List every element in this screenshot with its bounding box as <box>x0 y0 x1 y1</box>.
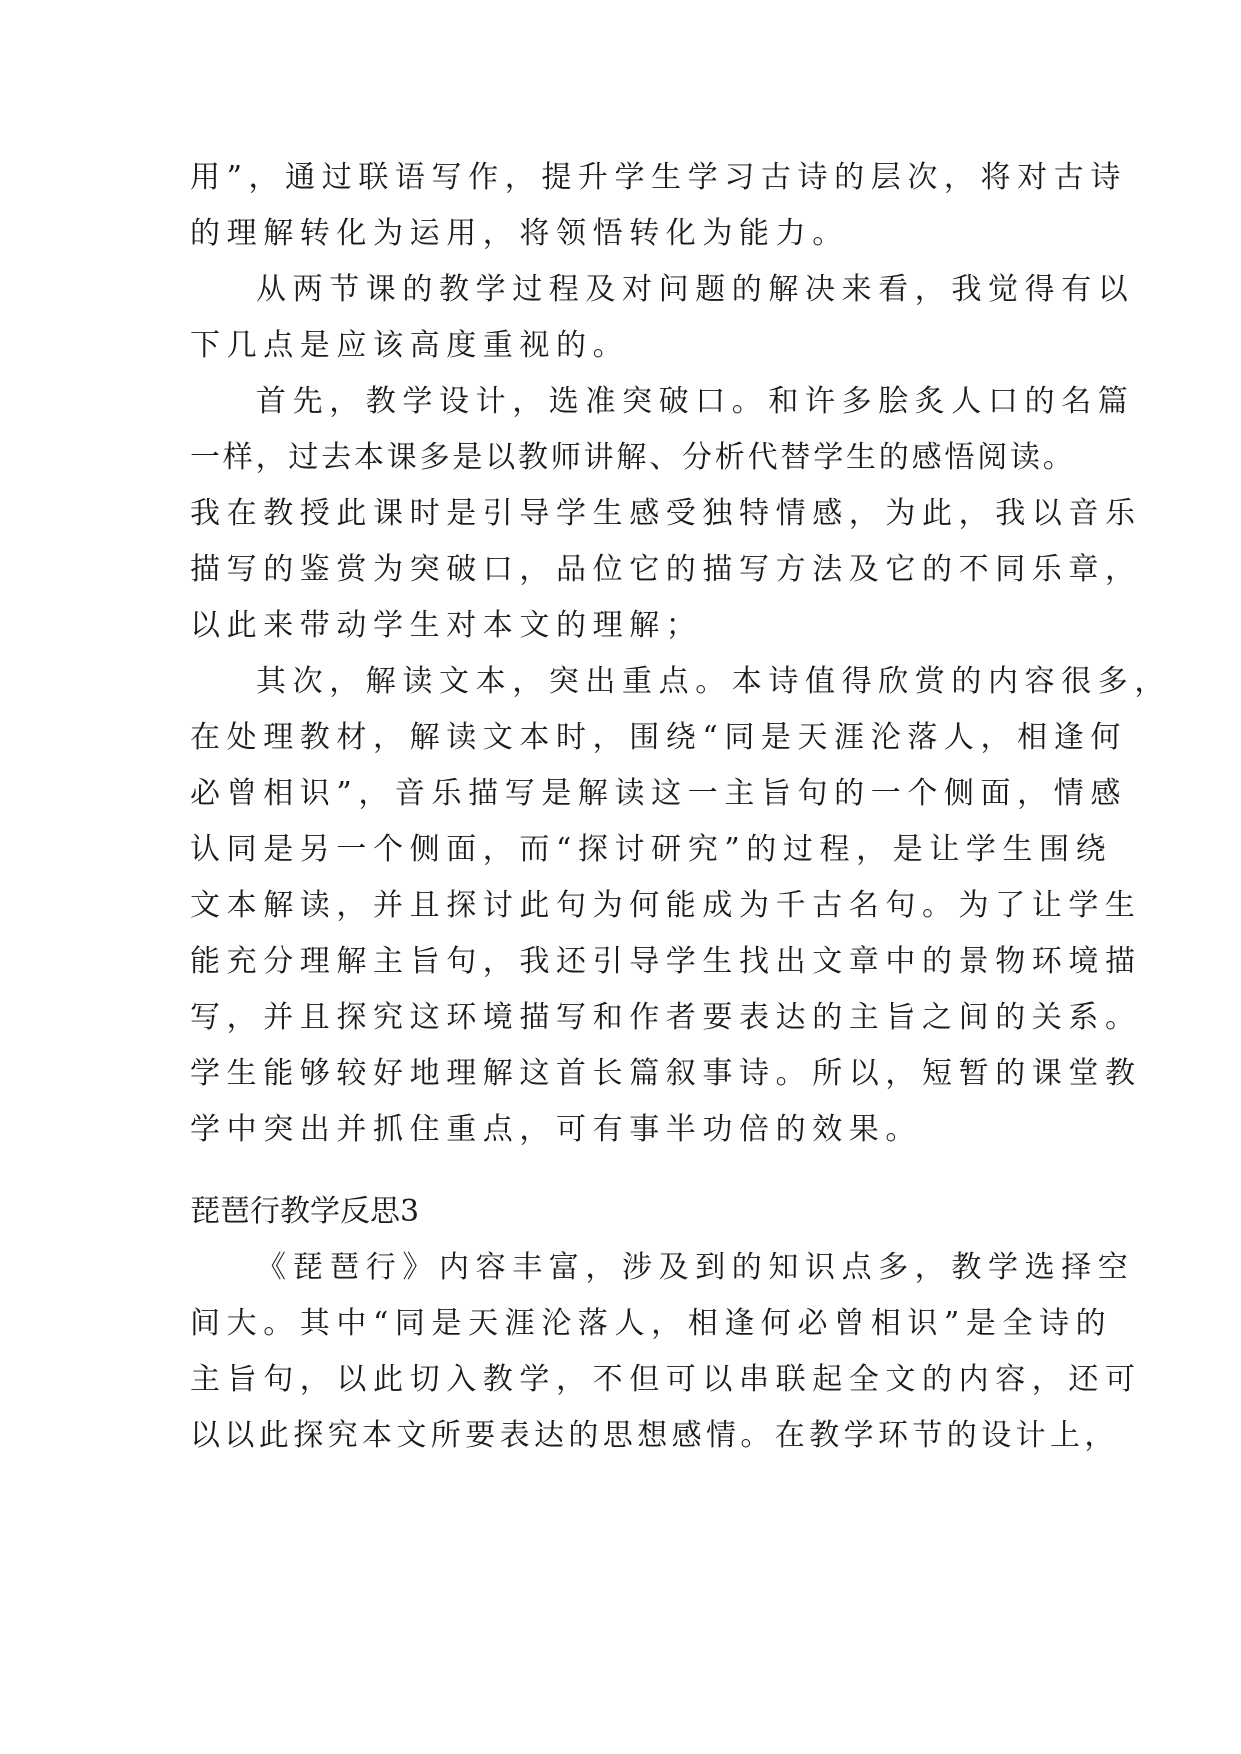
text-line: 用”，通过联语写作，提升学生学习古诗的层次，将对古诗 <box>190 160 1127 195</box>
text-line: 我在教授此课时是引导学生感受独特情感，为此，我以音乐 <box>190 496 1142 531</box>
text-line: 主旨句，以此切入教学，不但可以串联起全文的内容，还可 <box>190 1362 1142 1397</box>
text-line: 首先，教学设计，选准突破口。和许多脍炙人口的名篇 <box>256 384 1135 419</box>
text-line: 以此来带动学生对本文的理解； <box>190 608 703 643</box>
text-line: 其次，解读文本，突出重点。本诗值得欣赏的内容很多， <box>256 664 1171 699</box>
section-heading: 琵琶行教学反思3 <box>190 1194 420 1229</box>
text-line: 文本解读，并且探讨此句为何能成为千古名句。为了让学生 <box>190 888 1142 923</box>
text-line: 认同是另一个侧面，而“探讨研究”的过程，是让学生围绕 <box>190 832 1113 867</box>
text-line: 以以此探究本文所要表达的思想感情。在教学环节的设计上， <box>190 1418 1119 1453</box>
text-line: 的理解转化为运用，将领悟转化为能力。 <box>190 216 849 251</box>
text-line: 在处理教材，解读文本时，围绕“同是天涯沦落人，相逢何 <box>190 720 1127 755</box>
text-line: 能充分理解主旨句，我还引导学生找出文章中的景物环境描 <box>190 944 1142 979</box>
text-line: 描写的鉴赏为突破口，品位它的描写方法及它的不同乐章， <box>190 552 1142 587</box>
text-line: 下几点是应该高度重视的。 <box>190 328 630 363</box>
text-line: 学中突出并抓住重点，可有事半功倍的效果。 <box>190 1112 922 1147</box>
text-line: 学生能够较好地理解这首长篇叙事诗。所以，短暂的课堂教 <box>190 1056 1142 1091</box>
text-line: 间大。其中“同是天涯沦落人，相逢何必曾相识”是全诗的 <box>190 1306 1113 1341</box>
text-line: 《琵琶行》内容丰富，涉及到的知识点多，教学选择空 <box>256 1250 1135 1285</box>
text-line: 必曾相识”，音乐描写是解读这一主旨句的一个侧面，情感 <box>190 776 1127 811</box>
text-line: 一样，过去本课多是以教师讲解、分析代替学生的感悟阅读。 <box>190 440 1076 475</box>
text-line: 从两节课的教学过程及对问题的解决来看，我觉得有以 <box>256 272 1135 307</box>
text-line: 写，并且探究这环境描写和作者要表达的主旨之间的关系。 <box>190 1000 1142 1035</box>
